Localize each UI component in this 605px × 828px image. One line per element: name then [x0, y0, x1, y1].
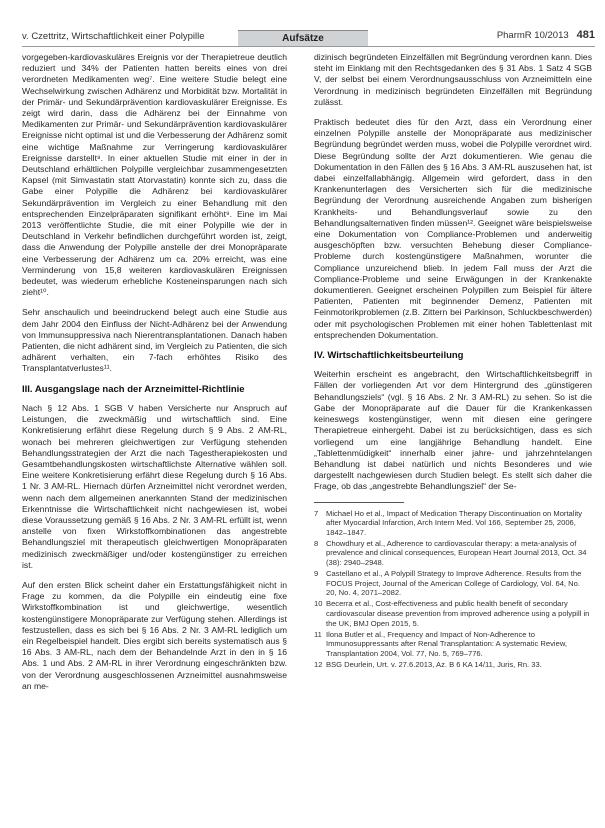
footnote: [314, 599, 592, 628]
footnote-text: Becerra et al., Cost-effectiveness and public health benefit of secondary cardiovascular disease prevention from improved adherence using a polypill in the UK, BMJ Open 2015, 5.: [326, 599, 590, 628]
footnote-number: 8: [314, 538, 319, 548]
footnote-number: 12: [314, 659, 323, 669]
footnote-number: 7: [314, 508, 319, 518]
body-paragraph: Sehr anschaulich und beeindruckend belegt auch eine Studie aus dem Jahr 2004 den Einfluss der Nicht-Adhärenz bei der Anwendung von Immunsuppressiva nach Nierentransplantationen. Danach haben Patienten, die nicht adhärent sind, im Vergleich zu Patienten, die sich adhärent verhalten, ein 7-fach erhöhtes Risiko des Transplantatverlustes¹¹.: [22, 307, 287, 374]
footnote: [314, 630, 592, 659]
body-paragraph: dizinisch begründeten Einzelfällen mit Begründung verordnen kann. Dies steht im Einklang mit den Rechtsgedanken des § 31 Abs. 1 Satz 4 SGB V, der selbst bei einem Verordnungsausschluss von Arzneimitteln eine Verordnung in medizinisch begründeten Einzelfällen mit Begründung zulässt.: [314, 52, 592, 107]
section-tab: Aufsätze: [238, 30, 368, 46]
page-number: 481: [576, 29, 595, 41]
footnote-number: 11: [314, 629, 322, 639]
footnote-text: Chowdhury et al., Adherence to cardiovascular therapy: a meta-analysis of prevalence and clinical consequences, European Heart Journal 2013, Oct. 34 (38): 2940–2948.: [326, 538, 587, 567]
journal-citation: PharmR 10/2013: [496, 30, 569, 41]
right-column: [314, 52, 592, 671]
page-header: [0, 0, 605, 48]
footnote-text: Ilona Butler et al., Frequency and Impact of Non-Adherence to Immunosuppressants after Renal Transplantation: A systematic Review, Transplantation 2004, Vol. 77, No. 5, 769–776.: [326, 629, 568, 658]
footnote-text: Castellano et al., A Polypill Strategy to Improve Adherence. Results from the FOCUS Project, Journal of the American College of Cardiology, Vol. 64, No. 20, No. 4, 2071–2082.: [326, 569, 582, 598]
body-paragraph: Praktisch bedeutet dies für den Arzt, dass ein Verordnung einer einzelnen Polypille anstelle der Monopräparate aus medizinischer Begründung begründet werden muss, wobei die Polypille verordnet wird. Diese Begründung sollte der Arzt dokumentieren. Wie genau die Dokumentation in den Fällen des § 16 Abs. 3 AM-RL auszusehen hat, ist dabei einzelfallabhängig. Allgemein wird gefordert, dass in den Krankenunterlagen des Versicherten sich für die medizinische Begründung der Verordnung ausreichende Angaben zum bisherigen Krankheits- und Behandlungsverlauf sowie zu den Behandlungsalternativen finden müssen¹². Geeignet wäre beispielsweise eine Dokumentation von Compliance-Problemen und anderweitig ausgeschöpften bzw. versuchten Behebung dieser Compliance-Probleme durch kostengünstigere Maßnahmen, worunter die Compliance unzureichend blieb. In jedem Fall muss der Arzt die Compliance-Probleme und seine Erwägungen in der Krankenakte dokumentieren. Geeignet erscheinen Polypillen zum Beispiel für ältere Patienten, Patienten mit beginnender Demenz, Patienten mit Feinmotorikproblemen (z.B. Zittern bei Parkinson, Schluckbeschwerden) oder mit psychologischen Problemen mit einer hohen Tablettenlast mit entsprechenden Dokumentation.: [314, 117, 592, 340]
journal-info: [497, 29, 595, 41]
footnote: [314, 539, 592, 568]
footnote-number: 9: [314, 569, 319, 579]
footnotes: [314, 509, 592, 670]
section-heading-iv: IV. Wirtschaftlichkeitsbeurteilung: [314, 350, 464, 362]
left-column: [22, 52, 287, 701]
footnote-rule: [314, 502, 404, 503]
footnote: [314, 509, 592, 538]
footnote-number: 10: [314, 599, 323, 609]
section-heading-iii: III. Ausgangslage nach der Arzneimittel-Richtlinie: [22, 383, 245, 395]
footnote: [314, 660, 592, 670]
header-rule: [22, 46, 595, 47]
footnote: [314, 569, 592, 598]
body-paragraph: Nach § 12 Abs. 1 SGB V haben Versicherte nur Anspruch auf Leistungen, die zweckmäßig und wirtschaftlich sind. Eine Konkretisierung erfährt diese Regelung durch § 9 Abs. 2 AM-RL, wonach bei mehreren gleichwertigen zur Verfügung stehenden Behandlungsstrategien der Arzt die nach Tagestherapiekosten und Gesamtbehandlungskosten wirtschaftlichste Alternative wählen soll. Eine weitere Konkretisierung erfährt diese Regelung durch § 16 Abs. 1 Nr. 3 AM-RL. Hiernach dürfen Arzneimittel nicht verordnet werden, wenn nach dem allgemeinen anerkannten Stand der medizinischen Erkenntnisse die Wirtschaftlichkeit nicht nachgewiesen ist, wobei diese Voraussetzung gemäß § 16 Abs. 2 Nr. 3 AM-RL erfüllt ist, wenn anstelle von fixen Wirkstoffkombinationen das angestrebte Behandlungsziel mit therapeutisch gleichwertigen Monopräparaten medizinisch zweckmäßiger und/oder kostengünstiger zu erreichen ist.: [22, 402, 287, 570]
running-head-author-title: v. Czettritz, Wirtschaftlichkeit einer Polypille: [22, 31, 205, 42]
body-paragraph: Weiterhin erscheint es angebracht, den Wirtschaftlichkeitsbegriff in Fällen der vorliegenden Art vor dem Hintergrund des „günstigeren Behandlungsziels“ (vgl. § 16 Abs. 2 Nr. 3 AM-RL) zu sehen. So ist die Gabe der Monopräparate auf die Dauer für die Krankenkassen keineswegs kostengünstiger, wenn mit diesen eine geringere Therapietreue einhergeht. Dabei ist zu berücksichtigen, dass es sich vorliegend um eine langjährige Behandlung handelt. Eine „Tablettenmüdigkeit“ innerhalb einer jahre- und jahrzehntelangen Behandlung ist dabei natürlich und nichts Besonderes und wie dargestellt nachgewiesen durch Studien belegt. Es stellt sich daher die Frage, ob das „angestrebte Behandlungsziel“ der Se-: [314, 369, 592, 492]
footnote-text: BSG Deurlein, Urt. v. 27.6.2013, Az. B 6 KA 14/11, Juris, Rn. 33.: [326, 659, 542, 669]
body-paragraph: vorgegeben-kardiovaskuläres Ereignis vor der Therapietreue deutlich reduziert und 34% der Patienten hatten bereits eines von drei verordneten Medikamenten weg⁷. Eine weitere Studie belegt eine Wechselwirkung zwischen Adhärenz und Morbidität bzw. Mortalität in der Primär- und Sekundärprävention kardiovaskulärer Ereignisse. Es zeigt wird darin, dass die Adhärenz bei der Einnahme von Medikamenten zur Primär- und Sekundärprävention kardiovaskulärer Ereignisse nicht optimal ist und die Verbesserung der Adhärenz somit eine wichtige Maßnahme zur Verringerung kardiovaskulärer Ereignisse darstellt⁸. In einer aktuellen Studie mit einer in der in Deutschland erhältlichen Polypille vergleichbar zusammengesetzten Kapsel (mit Simvastatin statt Atorvastatin) konnte sich zu, dass die Gabe einer Polypille die Adhärenz bei kardiovaskulärer Sekundärprävention im Vergleich zu einer Behandlung mit den entsprechenden Einzelpräparaten signifikant erhöht⁹. Eine im Mai 2013 veröffentlichte Studie, die mit einer Polypille wie der in Deutschland in Verkehr befindlichen durchgeführt worden ist, zeigt, dass die Anwendung der Polypille anstelle der drei Monopräparate eine Verbesserung der Adhärenz um ca. 20% erreicht, was eine Verminderung von 15,8 weiteren kardiovaskulären Ereignissen bedeutet, was wiederum erhebliche Kosteneinsparungen nach sich zieht¹⁰.: [22, 52, 287, 298]
footnote-text: Michael Ho et al., Impact of Medication Therapy Discontinuation on Mortality after Myocardial Infarction, Arch Intern Med. Vol 166, September 25, 2006, 1842–1847.: [326, 508, 583, 537]
body-paragraph: Auf den ersten Blick scheint daher ein Erstattungsfähigkeit nicht in Frage zu kommen, da die Polypille ein eindeutig eine fixe Wirkstoffkombination ist und gleichwertige, wesentlich kostengünstigere Monopräparate zur Verfügung stehen. Allerdings ist festzustellen, dass es sich bei § 16 Abs. 2 Nr. 3 AM-RL lediglich um ein Regelbeispiel handelt. Dies ergibt sich bereits systematisch aus § 16 Abs. 3 AM-RL, nach dem der Behandelnde Arzt in den in § 16 Abs. 1 und Abs. 2 AM-RL in ihrer Verordnung eingeschränkten bzw. von der Verordnung ausgeschlossenen Arzneimittel ausnahmsweise an me-: [22, 579, 287, 691]
